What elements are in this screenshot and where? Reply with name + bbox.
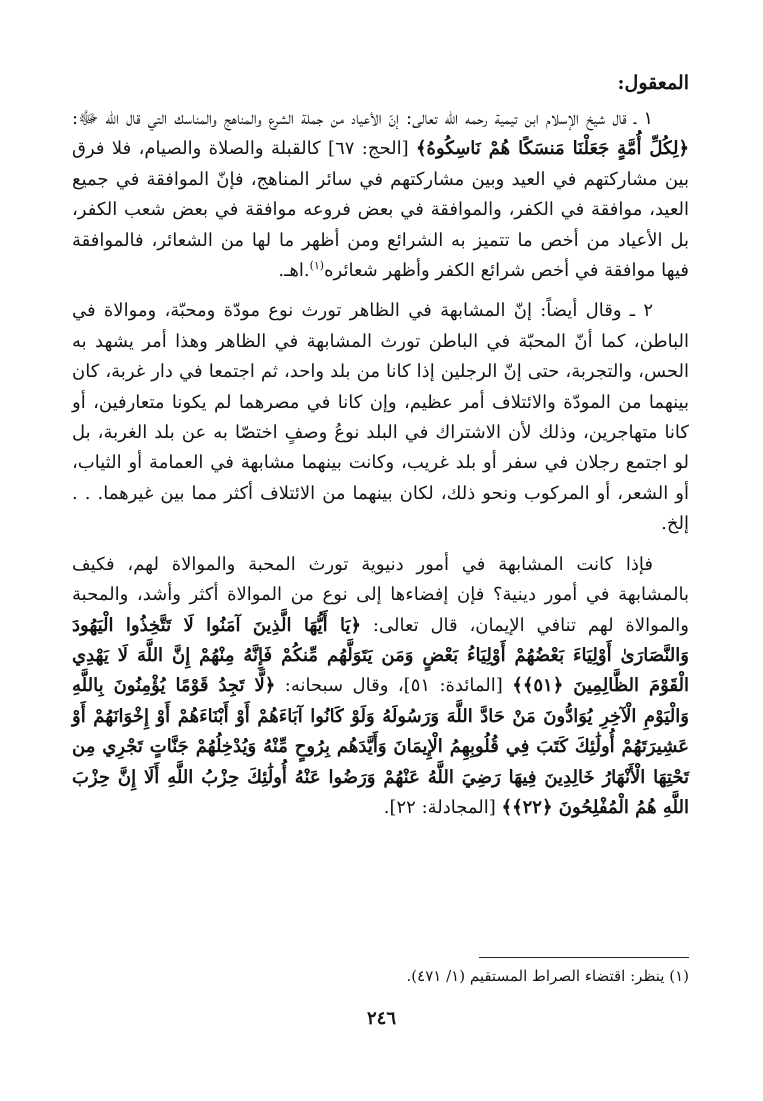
page-body xyxy=(72,68,689,823)
footnote-reference[interactable]: (١) xyxy=(309,259,325,273)
footnote-divider xyxy=(479,957,689,958)
quran-verse-mujadila: ﴿لَّا تَجِدُ قَوْمًا يُؤْمِنُونَ بِاللَّهِ وَالْيَوْمِ الْآخِرِ يُوَادُّونَ مَنْ حَادَّ اللَّهَ وَرَسُولَهُ وَلَوْ كَانُوا آبَاءَهُمْ أَوْ أَبْنَاءَهُمْ أَوْ إِخْوَانَهُمْ أَوْ عَشِيرَتَهُمْ أُولَٰئِكَ كَتَبَ فِي قُلُوبِهِمُ الْإِيمَانَ وَأَيَّدَهُم بِرُوحٍ مِّنْهُ وَيُدْخِلُهُمْ جَنَّاتٍ تَجْرِي مِن تَحْتِهَا الْأَنْهَارُ خَالِدِينَ فِيهَا رَضِيَ اللَّهُ عَنْهُمْ وَرَضُوا عَنْهُ أُولَٰئِكَ حِزْبُ اللَّهِ أَلَا إِنَّ حِزْبَ اللَّهِ هُمُ الْمُفْلِحُونَ ﴿٢٢﴾﴾ xyxy=(72,675,689,818)
paragraph-1 xyxy=(72,104,689,286)
page-number: ٢٤٦ xyxy=(366,1008,396,1029)
paragraph-3 xyxy=(72,550,689,824)
paragraph-3-text-start: فإذا كانت المشابهة في أمور دنيوية تورث المحبة والموالاة لهم، فكيف بالمشابهة في أمور دينية؟ فإن إفضاءها إلى نوع من الموالاة أكثر وأشد، والمحبة والموالاة لهم تنافي الإيمان، قال تعالى: xyxy=(72,553,689,636)
paragraph-1-text-end: .اهـ. xyxy=(278,260,310,282)
footnote: (١) ينظر: اقتضاء الصراط المستقيم (١/ ٤٧١). xyxy=(406,967,689,985)
quran-reference-maidah: [المائدة: ٥١]، وقال سبحانه: xyxy=(275,675,513,697)
quran-verse-hajj: ﴿لِكُلِّ أُمَّةٍ جَعَلْنَا مَنسَكًا هُمْ نَاسِكُوهُ﴾ xyxy=(415,138,689,160)
quran-verse-maidah: ﴿يَا أَيُّهَا الَّذِينَ آمَنُوا لَا تَتَّخِذُوا الْيَهُودَ وَالنَّصَارَىٰ أَوْلِيَاءَ بَعْضُهُمْ أَوْلِيَاءُ بَعْضٍ وَمَن يَتَوَلَّهُم مِّنكُمْ فَإِنَّهُ مِنْهُمْ إِنَّ اللَّهَ لَا يَهْدِي الْقَوْمَ الظَّالِمِينَ ﴿٥١﴾﴾ xyxy=(72,614,690,697)
paragraph-1-text-middle: [الحج: ٦٧] كالقبلة والصلاة والصيام، فلا فرق بين مشاركتهم في العيد وبين مشاركتهم في سائر المناهج، فإنّ الموافقة في جميع العيد، موافقة في الكفر، والموافقة في بعض فروعه موافقة في بعض شعب الكفر، بل الأعياد من أخص ما تتميز به الشرائع ومن أظهر ما لها من الشعائر، فالموافقة فيها موافقة في أخص شرائع الكفر وأظهر شعائره xyxy=(72,138,689,282)
paragraph-1-text-start: ١ ـ قال شيخ الإسلام ابن تيمية رحمه الله تعالى: إنّ الأعياد من جملة الشرع والمناهج والمناسك التي قال الله ﷻ: xyxy=(72,108,654,129)
paragraph-2: ٢ ـ وقال أيضاً: إنّ المشابهة في الظاهر تورث نوع مودّة ومحبّة، وموالاة في الباطن، كما أنّ المحبّة في الباطن تورث المشابهة في الظاهر وهذا أمر يشهد به الحس، والتجربة، حتى إنّ الرجلين إذا كانا من بلد واحد، ثم اجتمعا في دار غربة، كان بينهما من المودّة والائتلاف أمر عظيم، وإن كانا في مصرهما لم يكونا متعارفين، أو كانا متهاجرين، وذلك لأن الاشتراك في البلد نوعُ وصفٍ اختصّا به عن بلد الغربة، بل لو اجتمع رجلان في سفر أو بلد غريب، وكانت بينهما مشابهة في العمامة أو الثياب، أو الشعر، أو المركوب ونحو ذلك، لكان بينهما من الائتلاف أكثر مما بين غيرهما. . . إلخ. xyxy=(72,300,689,535)
section-heading: المعقول: xyxy=(617,72,689,94)
quran-reference-mujadila: [المجادلة: ٢٢]. xyxy=(383,796,502,818)
